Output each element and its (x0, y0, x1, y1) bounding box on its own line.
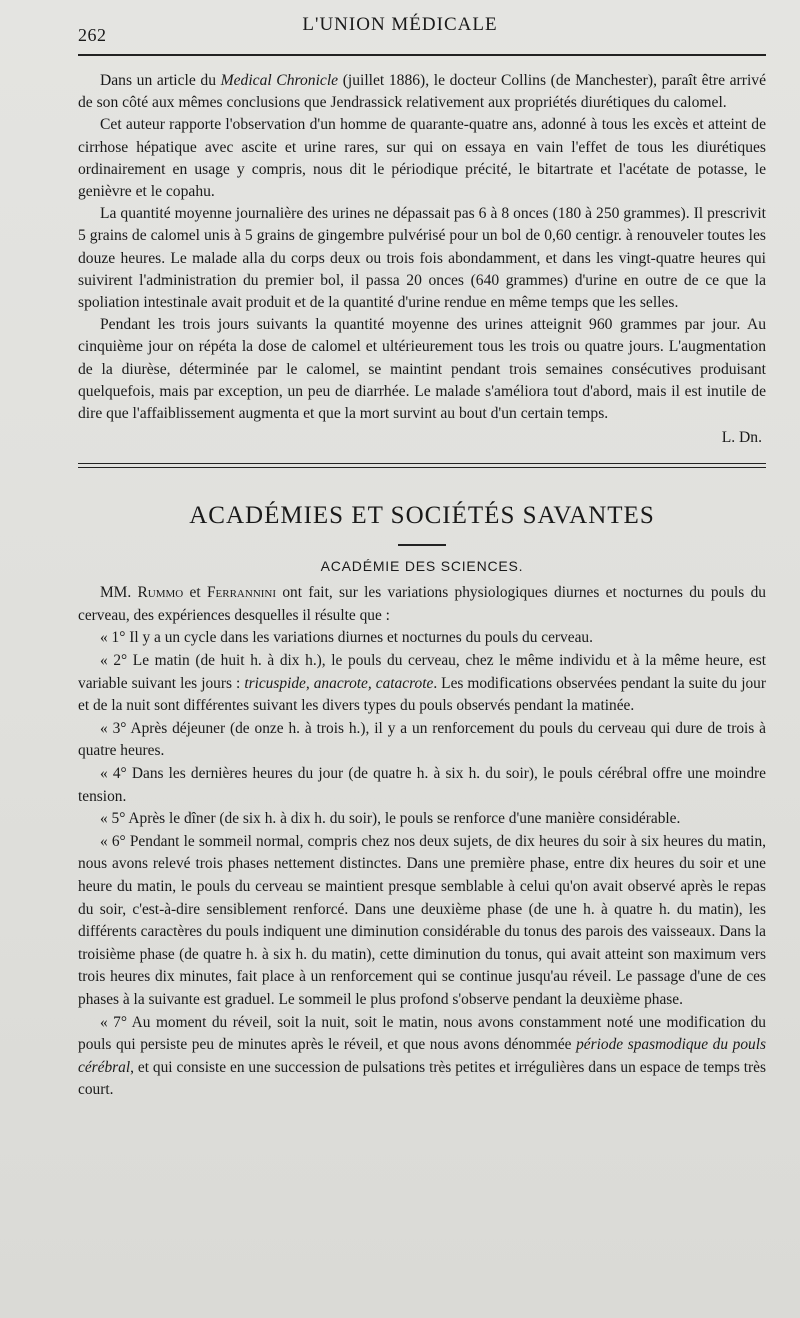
author-ferrannini: Ferrannini (206, 584, 277, 602)
title-rule (398, 544, 446, 546)
article-body (78, 70, 766, 425)
page-number: 262 (78, 25, 107, 45)
section-title: ACADÉMIES ET SOCIÉTÉS SAVANTES (189, 502, 655, 530)
journal-title: L'UNION MÉDICALE (302, 14, 498, 35)
subsection-title: ACADÉMIE DES SCIENCES. (320, 558, 524, 575)
pulse-types: tricuspide, anacrote, catacrote (244, 674, 434, 692)
header-rule (78, 54, 766, 56)
page-header (78, 14, 766, 46)
academy-report (78, 582, 766, 1102)
article-paragraph-1: Dans un article du Medical Chronicle (juillet 1886), le docteur Collins (de Manchester), paraît être arrivé de son côté aux mêmes conclusions que Jendrassick relativement aux propriétés diurétiques du calomel. (78, 72, 766, 112)
article-paragraph-4: Pendant les trois jours suivants la quantité moyenne des urines atteignit 960 grammes par jour. Au cinquième jour on répéta la dose de calomel et ultérieurement tous les trois ou quatre jours. L'augmentation de la diurèse, déterminée par le calomel, se maintint pendant trois semaines consécutives produisant quelquefois, mais par exception, un peu de diarrhée. Le malade s'améliora tout d'abord, mais il est inutile de dire que l'affaiblissement augmenta et que la mort survint au bout d'un certain temps. (78, 316, 766, 423)
finding-3: « 3° Après déjeuner (de onze h. à trois h.), il y a un renforcement du pouls du cerveau qui dure de trois à quatre heures. (78, 719, 766, 760)
section-divider (78, 463, 766, 468)
spasmodic-period-term: période spasmodique du pouls cérébral (78, 1036, 766, 1076)
finding-4: « 4° Dans les dernières heures du jour (de quatre h. à six h. du soir), le pouls cérébral offre une moindre tension. (78, 765, 766, 805)
article-signature: L. Dn. (721, 429, 762, 447)
journal-citation: Medical Chronicle (220, 72, 339, 89)
article-paragraph-2: Cet auteur rapporte l'observation d'un homme de quarante-quatre ans, adonné à tous les excès et atteint de cirrhose hépatique avec ascite et urine rares, sur qui on essaya en vain l'effet de tous les diurétiques ordinairement en usage y compris, nous dit le périodique précité, le bitartrate et l'acétate de potasse, le genièvre et le copahu. (78, 116, 766, 201)
finding-7: « 7° Au moment du réveil, soit la nuit, soit le matin, nous avons constamment noté une modification du pouls qui persiste peu de minutes après le réveil, et que nous avons dénommée période spasmodique du pouls cérébral, et qui consiste en une succession de pulsations très petites et irrégulières dans un espace de temps très court. (78, 1013, 766, 1099)
finding-5: « 5° Après le dîner (de six h. à dix h. du soir), le pouls se renforce d'une manière considérable. (100, 810, 681, 828)
finding-6: « 6° Pendant le sommeil normal, compris chez nos deux sujets, de dix heures du soir à six heures du matin, nous avons relevé trois phases nettement distinctes. Dans une première phase, entre dix heures du soir et une heure du matin, le pouls du cerveau se maintient presque semblable à celui qu'on avait observé après le repas du soir, c'est-à-dire sensiblement renforcé. Dans une deuxième phase (de une h. à quatre h. du matin), les différents caractères du pouls indiquent une diminution considérable du tonus des parois des vaisseaux. Dans la troisième phase (de quatre h. à six h. du matin), cette diminution du tonus, qui avait atteint son maximum vers trois heures dix minutes, fait place à un renforcement qui se continue jusqu'au réveil. Le passage d'une de ces phases à la suivante est graduel. Le sommeil le plus profond s'observe pendant la deuxième phase. (78, 832, 766, 1008)
finding-1: « 1° Il y a un cycle dans les variations diurnes et nocturnes du pouls du cerveau. (100, 629, 593, 647)
article-paragraph-3: La quantité moyenne journalière des urines ne dépassait pas 6 à 8 onces (180 à 250 grammes). Il prescrivit 5 grains de calomel unis à 5 grains de gingembre pulvérisé pour un bol de 0,60 centigr. à renouveler toutes les douze heures. Le malade alla du corps deux ou trois fois abondamment, et dans les vingt-quatre heures qui suivirent l'administration du premier bol, il passa 20 onces (640 grammes) d'urine en outre de ce que la spoliation intestinale avait produit et de la quantité d'urine rendue en même temps que les selles. (78, 205, 766, 312)
finding-2: « 2° Le matin (de huit h. à dix h.), le pouls du cerveau, chez le même individu et à la même heure, est variable suivant les jours : tricuspide, anacrote, catacrote. Les modifications observées pendant la suite du jour et de la nuit sont différentes suivant les divers types du pouls observés pendant la matinée. (78, 652, 766, 715)
report-intro: MM. Rummo et Ferrannini ont fait, sur les variations physiologiques diurnes et nocturnes du pouls du cerveau, des expériences desquelles il résulte que : (78, 584, 766, 624)
author-rummo: Rummo (137, 584, 184, 602)
